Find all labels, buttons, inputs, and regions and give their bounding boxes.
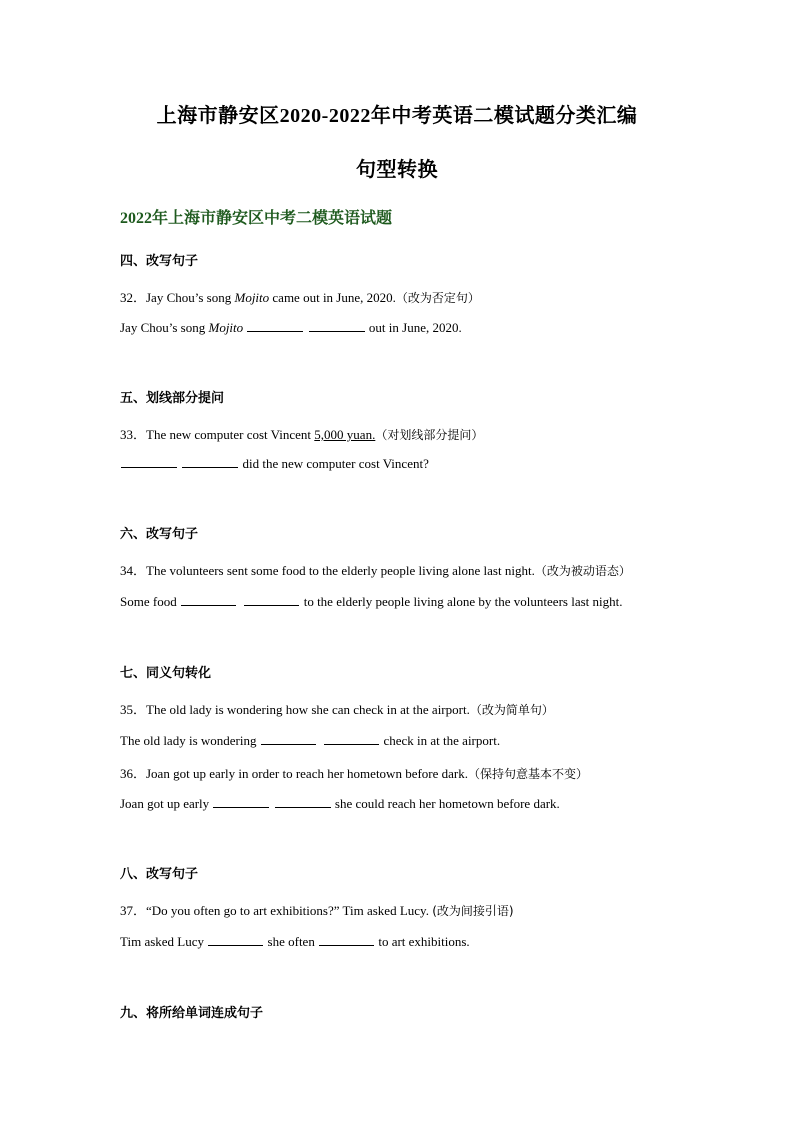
italic-title: Mojito bbox=[234, 290, 270, 305]
answer-blank[interactable] bbox=[244, 594, 299, 606]
document-subtitle: 句型转换 bbox=[356, 159, 438, 181]
answer-blank[interactable] bbox=[208, 934, 263, 946]
answer-line-32: Jay Chou’s song Mojito out in June, 2020. bbox=[120, 320, 462, 335]
section-heading-4: 四、改写句子 bbox=[120, 254, 199, 269]
section-heading-9: 九、将所给单词连成句子 bbox=[120, 1006, 264, 1021]
answer-blank[interactable] bbox=[213, 796, 269, 808]
answer-blank[interactable] bbox=[247, 320, 303, 332]
instruction-note: （改为否定句） bbox=[395, 291, 480, 305]
answer-line-36: Joan got up early she could reach her hometown before dark. bbox=[120, 796, 560, 811]
section-heading-7: 七、同义句转化 bbox=[120, 666, 212, 681]
answer-blank[interactable] bbox=[182, 456, 238, 468]
section-heading-8: 八、改写句子 bbox=[120, 867, 199, 882]
instruction-note: (改为间接引语) bbox=[432, 904, 514, 918]
answer-line-35: The old lady is wondering check in at the airport. bbox=[120, 733, 501, 748]
question-33: 33．The new computer cost Vincent 5,000 yuan.（对划线部分提问） bbox=[120, 427, 484, 442]
question-35: 35．The old lady is wondering how she can check in at the airport.（改为简单句） bbox=[120, 702, 554, 717]
question-37: 37．“Do you often go to art exhibitions?” Tim asked Lucy. (改为间接引语) bbox=[120, 903, 514, 918]
instruction-note: （改为被动语态） bbox=[534, 564, 631, 578]
question-34: 34．The volunteers sent some food to the elderly people living alone last night.（改为被动语态） bbox=[120, 563, 631, 578]
instruction-note: （保持句意基本不变） bbox=[468, 767, 589, 781]
answer-blank[interactable] bbox=[319, 934, 374, 946]
answer-blank[interactable] bbox=[324, 733, 379, 745]
answer-blank[interactable] bbox=[261, 733, 316, 745]
answer-line-37: Tim asked Lucy she often to art exhibitions. bbox=[120, 934, 470, 949]
answer-blank[interactable] bbox=[181, 594, 236, 606]
question-32: 32．Jay Chou’s song Mojito came out in June, 2020.（改为否定句） bbox=[120, 290, 480, 305]
exam-title: 2022年上海市静安区中考二模英语试题 bbox=[120, 210, 393, 227]
instruction-note: （改为简单句） bbox=[469, 703, 554, 717]
instruction-note: （对划线部分提问） bbox=[375, 428, 484, 442]
answer-line-33: did the new computer cost Vincent? bbox=[120, 456, 429, 472]
section-heading-6: 六、改写句子 bbox=[120, 527, 199, 542]
section-heading-5: 五、划线部分提问 bbox=[120, 391, 225, 406]
answer-blank[interactable] bbox=[121, 456, 177, 468]
question-36: 36．Joan got up early in order to reach her hometown before dark.（保持句意基本不变） bbox=[120, 766, 589, 781]
underlined-part: 5,000 yuan. bbox=[314, 427, 376, 442]
answer-blank[interactable] bbox=[275, 796, 331, 808]
answer-blank[interactable] bbox=[309, 320, 365, 332]
answer-line-34: Some food to the elderly people living alone by the volunteers last night. bbox=[120, 594, 623, 609]
document-title: 上海市静安区2020-2022年中考英语二模试题分类汇编 bbox=[156, 105, 638, 127]
